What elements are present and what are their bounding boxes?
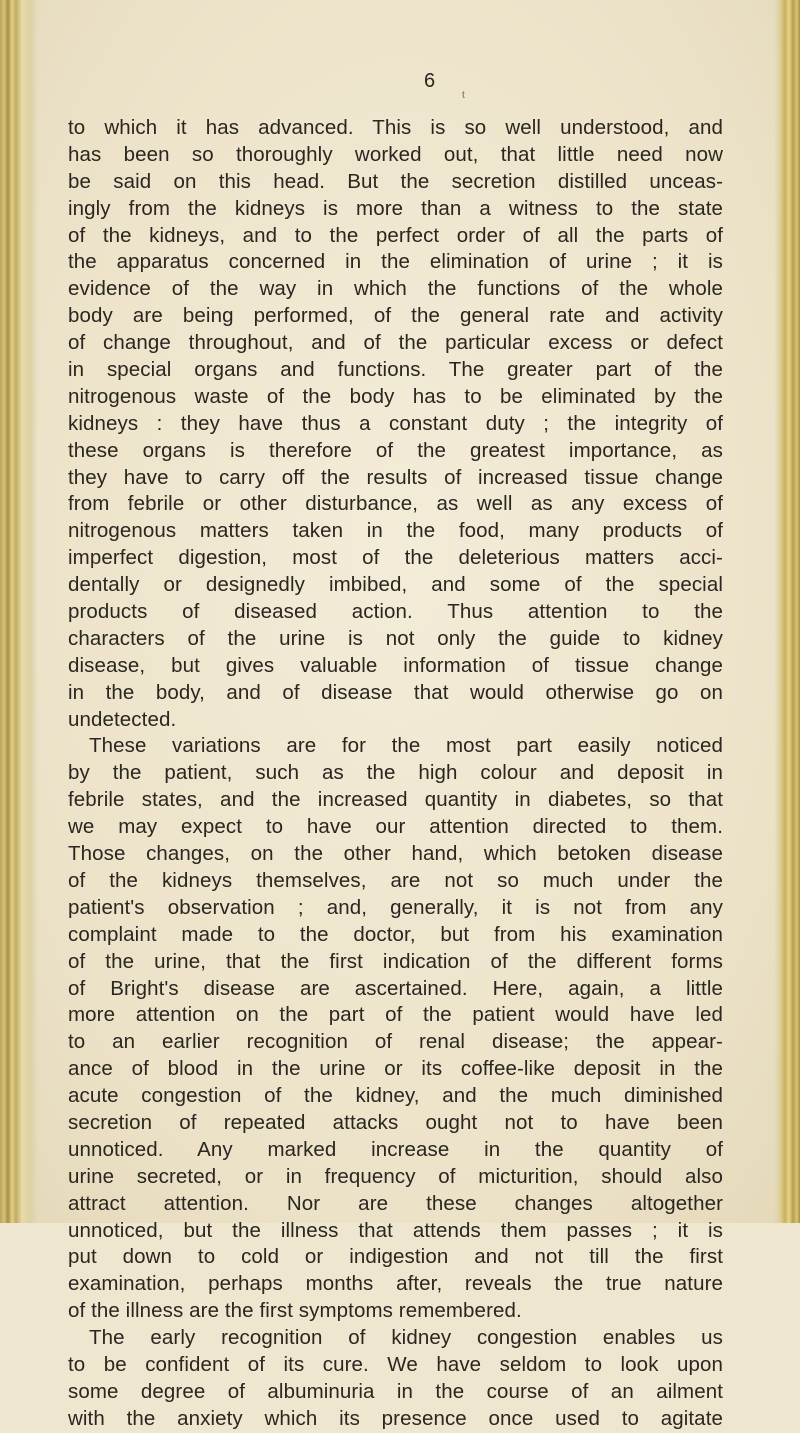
text-line: of the kidneys themselves, are not so much under the	[68, 868, 723, 892]
text-line: attract attention. Nor are these changes altogether	[68, 1191, 723, 1215]
text-line: acute congestion of the kidney, and the much diminished	[68, 1084, 723, 1108]
text-line: of change throughout, and of the particular excess or defect	[68, 331, 723, 355]
text-line: in special organs and functions. The greater part of the	[68, 358, 723, 382]
text-line: dentally or designedly imbibed, and some of the special	[68, 573, 723, 597]
text-line: nitrogenous waste of the body has to be eliminated by the	[68, 384, 723, 408]
page-left-edge	[0, 0, 38, 1223]
text-line: The early recognition of kidney congestion enables us	[89, 1326, 723, 1350]
text-line: products of diseased action. Thus attention to the	[68, 600, 723, 624]
text-line: of the illness are the first symptoms remembered.	[68, 1299, 522, 1323]
page-number: 6	[424, 70, 436, 92]
text-line: urine secreted, or in frequency of micturition, should also	[68, 1164, 723, 1188]
text-line: complaint made to the doctor, but from his examination	[68, 922, 723, 946]
text-line: we may expect to have our attention directed to them.	[68, 815, 723, 839]
text-line: examination, perhaps months after, reveals the true nature	[68, 1272, 723, 1296]
text-line: unnoticed. Any marked increase in the quantity of	[68, 1137, 723, 1161]
text-line: of the urine, that the first indication of the different forms	[68, 949, 723, 973]
text-line: has been so thoroughly worked out, that little need now	[68, 142, 723, 166]
text-line: undetected.	[68, 707, 177, 731]
text-line: febrile states, and the increased quantity in diabetes, so that	[68, 788, 723, 812]
text-line: Those changes, on the other hand, which betoken disease	[68, 842, 723, 866]
text-line: patient's observation ; and, generally, it is not from any	[68, 895, 723, 919]
text-line: These variations are for the most part easily noticed	[89, 734, 723, 758]
text-line: of Bright's disease are ascertained. Here, again, a little	[68, 976, 723, 1000]
text-line: of the kidneys, and to the perfect order of all the parts of	[68, 223, 723, 247]
text-line: with the anxiety which its presence once used to agitate	[68, 1406, 723, 1430]
text-line: imperfect digestion, most of the deleterious matters acci-	[68, 546, 723, 570]
text-line: secretion of repeated attacks ought not to have been	[68, 1110, 723, 1134]
text-line: body are being performed, of the general rate and activity	[68, 304, 723, 328]
text-line: more attention on the part of the patient would have led	[68, 1003, 723, 1027]
text-line: kidneys : they have thus a constant duty ; the integrity of	[68, 411, 723, 435]
text-line: evidence of the way in which the functions of the whole	[68, 277, 723, 301]
text-line: unnoticed, but the illness that attends them passes ; it is	[68, 1218, 723, 1242]
text-line: the apparatus concerned in the elimination of urine ; it is	[68, 250, 723, 274]
text-line: in the body, and of disease that would otherwise go on	[68, 680, 723, 704]
text-line: to an earlier recognition of renal disease; the appear-	[68, 1030, 723, 1054]
text-line: put down to cold or indigestion and not till the first	[68, 1245, 723, 1269]
printer-mark: t	[462, 90, 465, 101]
body-text	[68, 115, 723, 1433]
text-line: be said on this head. But the secretion distilled unceas-	[68, 169, 723, 193]
text-line: they have to carry off the results of increased tissue change	[68, 465, 723, 489]
text-line: to which it has advanced. This is so well understood, and	[68, 116, 723, 139]
text-line: characters of the urine is not only the guide to kidney	[68, 626, 723, 650]
text-line: nitrogenous matters taken in the food, many products of	[68, 519, 723, 543]
text-line: ance of blood in the urine or its coffee-like deposit in the	[68, 1057, 723, 1081]
page-right-edge	[774, 0, 800, 1223]
text-line: by the patient, such as the high colour and deposit in	[68, 761, 723, 785]
text-line: these organs is therefore of the greatest importance, as	[68, 438, 723, 462]
text-line: to be confident of its cure. We have seldom to look upon	[68, 1352, 723, 1376]
text-line: ingly from the kidneys is more than a witness to the state	[68, 196, 723, 220]
text-line: from febrile or other disturbance, as well as any excess of	[68, 492, 723, 516]
text-line: some degree of albuminuria in the course of an ailment	[68, 1379, 723, 1403]
text-line: disease, but gives valuable information of tissue change	[68, 653, 723, 677]
